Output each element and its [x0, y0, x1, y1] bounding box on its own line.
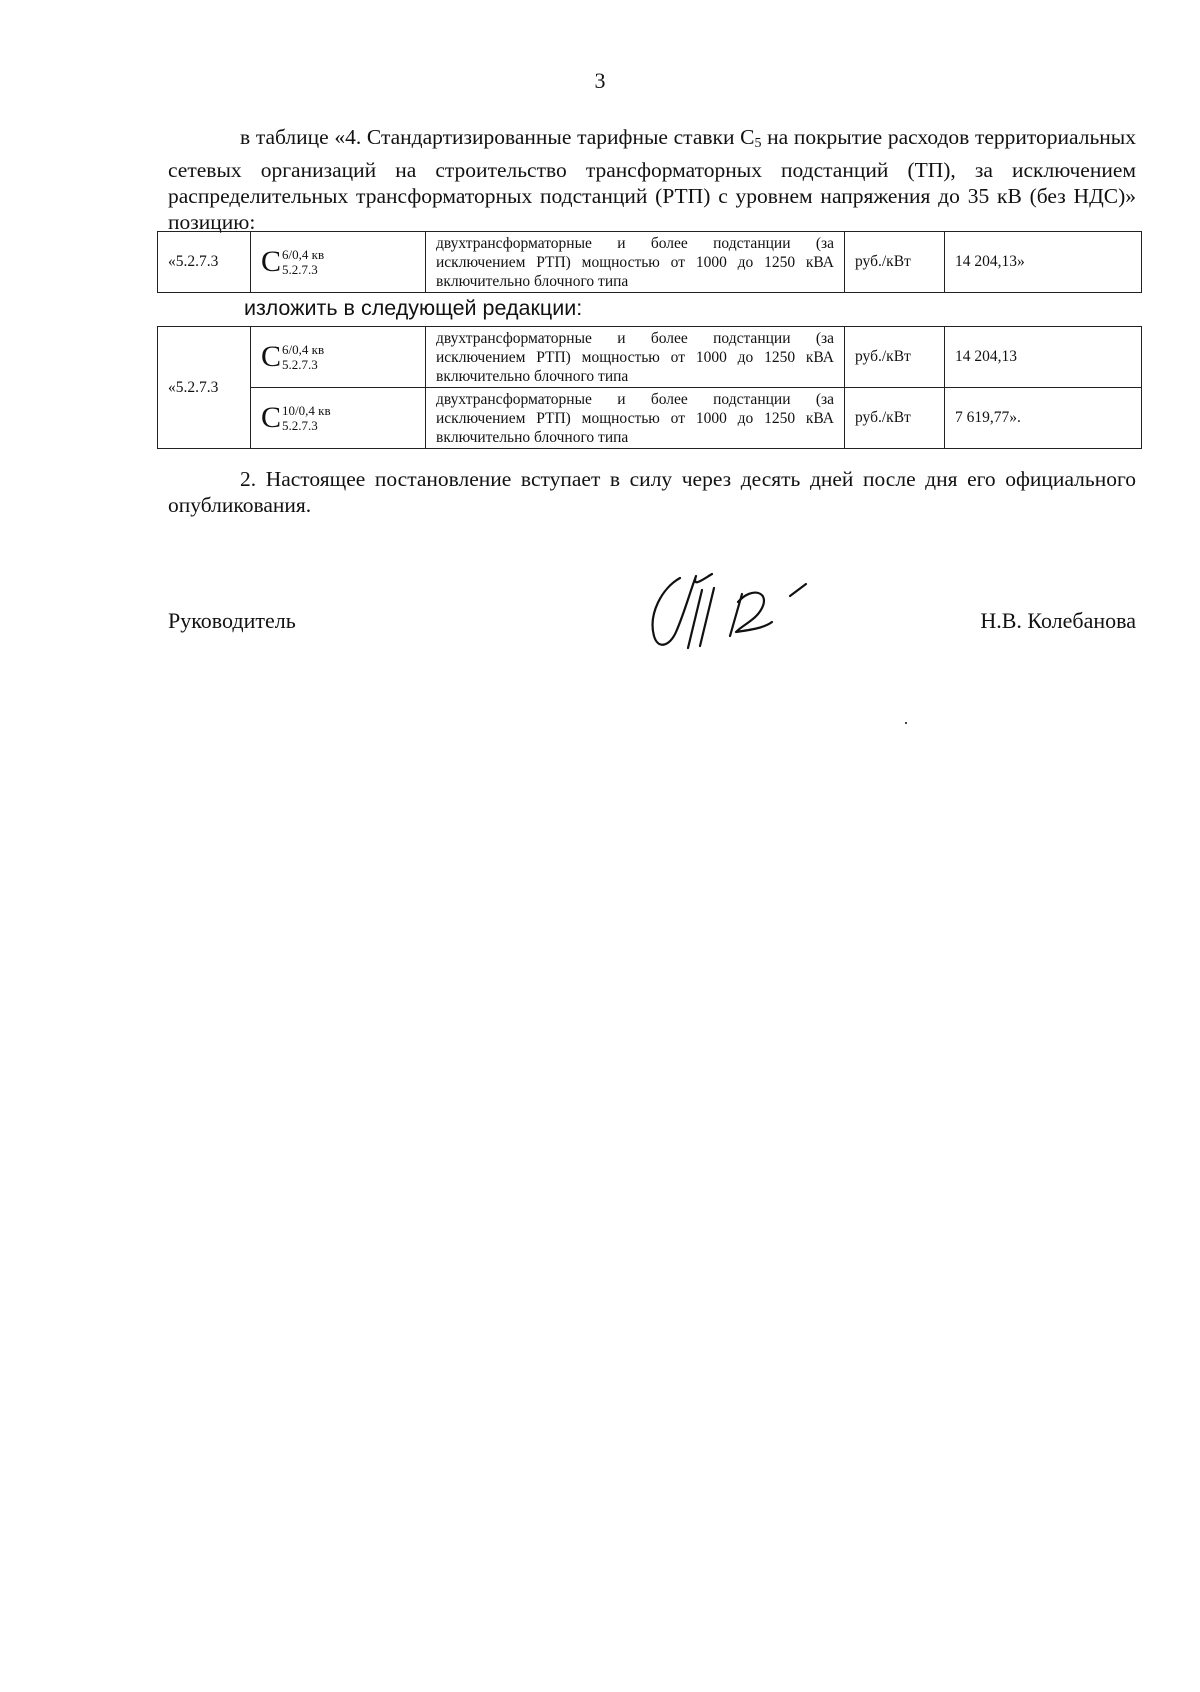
- position-number: «5.2.7.3: [158, 327, 251, 449]
- rate-symbol: [251, 232, 426, 293]
- rate-symbol-superscript: 6/0,4 кв: [282, 342, 325, 357]
- table-row: [158, 232, 1142, 293]
- intro-paragraph: [168, 124, 1136, 235]
- handwritten-signature: [640, 566, 850, 656]
- rate-description: двухтрансформаторные и более подстанции (за исключением РТП) мощностью от 1000 до 1250 кВА включительно блочного типа: [426, 388, 845, 449]
- intro-subscript: 5: [754, 136, 762, 151]
- rate-description: двухтрансформаторные и более подстанции (за исключением РТП) мощностью от 1000 до 1250 кВА включительно блочного типа: [426, 232, 845, 293]
- rate-value: 14 204,13: [945, 327, 1142, 388]
- rate-unit: руб./кВт: [845, 327, 945, 388]
- table-row: [158, 388, 1142, 449]
- rate-description: двухтрансформаторные и более подстанции (за исключением РТП) мощностью от 1000 до 1250 кВА включительно блочного типа: [426, 327, 845, 388]
- signatory-name: Н.В. Колебанова: [980, 608, 1136, 633]
- rate-symbol: [251, 388, 426, 449]
- old-rate-table: [157, 231, 1142, 293]
- clause-2-paragraph: 2. Настоящее постановление вступает в силу через десять дней после дня его официального опубликования.: [168, 467, 1136, 517]
- stray-mark: [905, 722, 907, 724]
- intro-text-1: в таблице «4. Стандартизированные тарифные ставки С: [240, 125, 755, 149]
- intro-text-2: на покрытие расходов территориальных сетевых организаций на строительство трансформаторных подстанций (ТП), за исключением распределительных трансформаторных подстанций (РТП) с уровнем напряжения до 35 кВ (без НДС)» позицию:: [168, 125, 1137, 234]
- signatory-role: Руководитель: [168, 608, 296, 633]
- rate-unit: руб./кВт: [845, 388, 945, 449]
- rate-symbol-subscript: 5.2.7.3: [282, 357, 318, 372]
- page-number: 3: [594, 68, 606, 93]
- rate-symbol-subscript: 5.2.7.3: [282, 418, 318, 433]
- rate-symbol-letter: C: [261, 401, 282, 434]
- rate-symbol: [251, 327, 426, 388]
- new-rate-table: [157, 326, 1142, 449]
- rate-symbol-subscript: 5.2.7.3: [282, 262, 318, 277]
- position-number: «5.2.7.3: [158, 232, 251, 293]
- rate-value: 14 204,13»: [945, 232, 1142, 293]
- rate-symbol-superscript: 6/0,4 кв: [282, 247, 325, 262]
- transition-text: изложить в следующей редакции:: [244, 296, 583, 320]
- rate-symbol-letter: C: [261, 340, 282, 373]
- rate-symbol-superscript: 10/0,4 кв: [282, 403, 331, 418]
- table-row: [158, 327, 1142, 388]
- rate-symbol-letter: C: [261, 245, 282, 278]
- rate-unit: руб./кВт: [845, 232, 945, 293]
- rate-value: 7 619,77».: [945, 388, 1142, 449]
